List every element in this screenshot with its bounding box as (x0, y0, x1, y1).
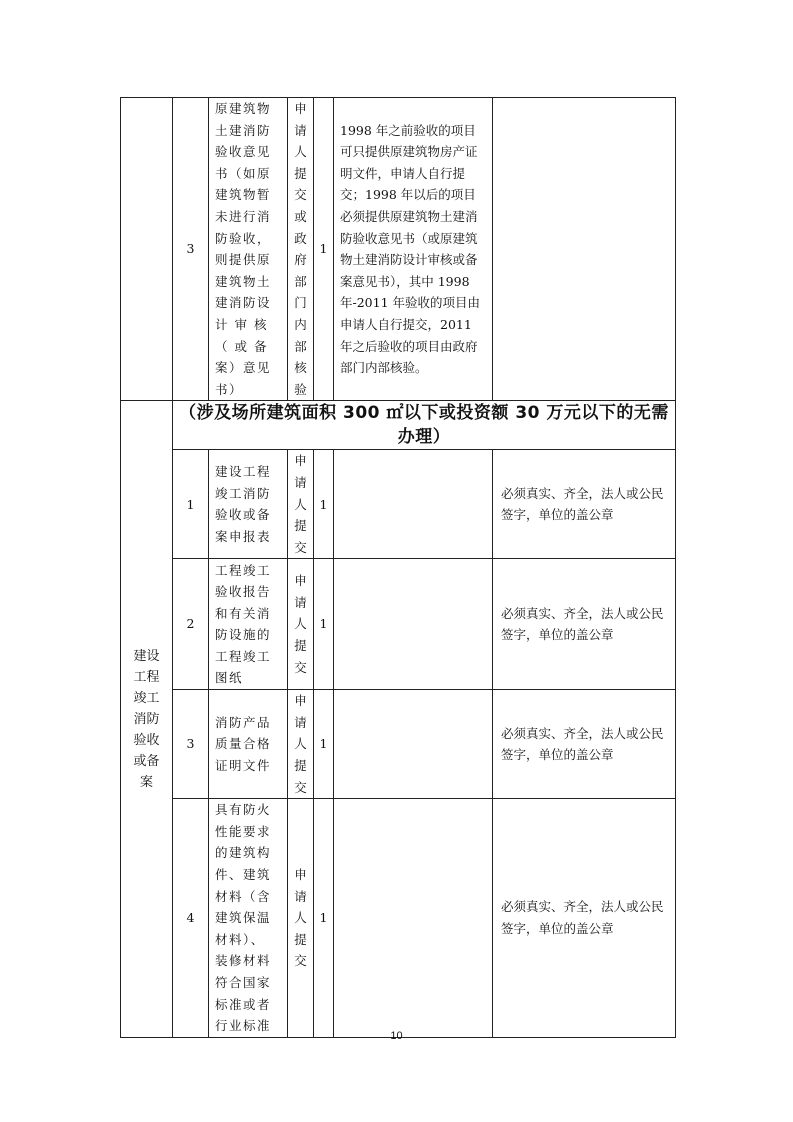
material-requirement: 必须真实、齐全，法人或公民签字，单位的盖公章 (493, 450, 676, 559)
material-source: 申 请 人 提 交 (288, 799, 314, 1038)
category-label: 建设 工程 竣工 消防 验收 或备 案 (121, 401, 173, 1037)
table-row (121, 98, 676, 401)
material-requirement (493, 98, 676, 401)
material-note (334, 799, 493, 1038)
table-row (121, 799, 676, 1038)
row-number: 1 (173, 450, 209, 559)
category-cell (121, 98, 173, 401)
table-row (121, 450, 676, 559)
page-number: 10 (390, 1030, 403, 1042)
row-number: 3 (173, 98, 209, 401)
material-name: 原建筑物 土建消防 验收意见 书（如原 建筑物暂 未进行消 防验收， 则提供原 建筑物土 建消防设 计 审 核 （ 或 备 案）意见 书） (209, 98, 288, 401)
table-row (121, 690, 676, 799)
material-count: 1 (314, 690, 334, 799)
material-note: 1998 年之前验收的项目可只提供原建筑物房产证明文件，申请人自行提交；1998 年以后的项目必须提供原建筑物土建消防验收意见书（或原建筑物土建消防设计审核或备案意见书），其中 1998 年-2011 年验收的项目由申请人自行提交，2011 年之后验收的项目由政府部门内部核验。 (334, 98, 493, 401)
row-number: 2 (173, 559, 209, 690)
material-source: 申 请 人 提 交 (288, 559, 314, 690)
row-number: 4 (173, 799, 209, 1038)
table-row (121, 559, 676, 690)
material-count: 1 (314, 98, 334, 401)
material-source: 申 请 人 提 交 (288, 450, 314, 559)
material-name: 建设工程 竣工消防 验收或备 案申报表 (209, 450, 288, 559)
material-note (334, 559, 493, 690)
material-count: 1 (314, 799, 334, 1038)
row-number: 3 (173, 690, 209, 799)
material-name: 工程竣工 验收报告 和有关消 防设施的 工程竣工 图纸 (209, 559, 288, 690)
material-count: 1 (314, 559, 334, 690)
material-source: 申 请 人 提 交 (288, 690, 314, 799)
section-header: （涉及场所建筑面积 300 ㎡以下或投资额 30 万元以下的无需办理） (173, 401, 676, 450)
materials-table (120, 97, 676, 1038)
material-requirement: 必须真实、齐全，法人或公民签字，单位的盖公章 (493, 690, 676, 799)
material-note (334, 450, 493, 559)
material-name: 消防产品 质量合格 证明文件 (209, 690, 288, 799)
material-requirement: 必须真实、齐全，法人或公民签字，单位的盖公章 (493, 559, 676, 690)
material-count: 1 (314, 450, 334, 559)
material-note (334, 690, 493, 799)
material-requirement: 必须真实、齐全，法人或公民签字，单位的盖公章 (493, 799, 676, 1038)
section-header-row (121, 401, 676, 450)
material-name: 具有防火 性能要求 的建筑构 件、建筑 材料（含 建筑保温 材料）、 装修材料 符合国家 标准或者 行业标准 (209, 799, 288, 1038)
material-source: 申 请 人 提 交 或 政 府 部 门 内 部 核 验 (288, 98, 314, 401)
